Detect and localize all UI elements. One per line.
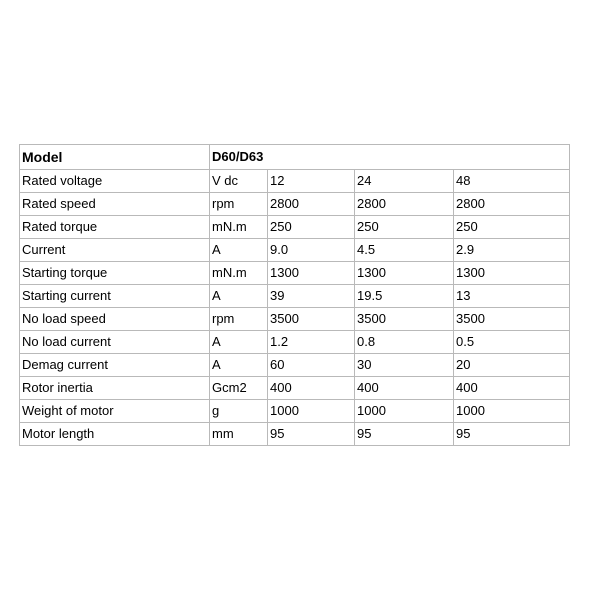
row-unit-cell: A bbox=[210, 331, 268, 354]
row-label-cell: Rated torque bbox=[20, 216, 210, 239]
row-value-cell: 2.9 bbox=[454, 239, 570, 262]
row-label-cell: Starting torque bbox=[20, 262, 210, 285]
table-row bbox=[20, 285, 570, 308]
row-value-cell: 1300 bbox=[355, 262, 454, 285]
row-label-cell: Current bbox=[20, 239, 210, 262]
row-label-cell: No load current bbox=[20, 331, 210, 354]
table-row bbox=[20, 377, 570, 400]
row-value-cell: 12 bbox=[268, 170, 355, 193]
row-unit-cell: A bbox=[210, 285, 268, 308]
table-row bbox=[20, 216, 570, 239]
table-row bbox=[20, 262, 570, 285]
row-label-cell: Rotor inertia bbox=[20, 377, 210, 400]
row-value-cell: 2800 bbox=[454, 193, 570, 216]
row-value-cell: 24 bbox=[355, 170, 454, 193]
row-unit-cell: A bbox=[210, 239, 268, 262]
row-value-cell: 95 bbox=[268, 423, 355, 446]
table-header-row bbox=[20, 145, 570, 170]
model-label-cell: Model bbox=[20, 145, 210, 170]
row-unit-cell: mN.m bbox=[210, 216, 268, 239]
table-row bbox=[20, 354, 570, 377]
row-value-cell: 19.5 bbox=[355, 285, 454, 308]
row-unit-cell: V dc bbox=[210, 170, 268, 193]
row-label-cell: No load speed bbox=[20, 308, 210, 331]
row-unit-cell: mm bbox=[210, 423, 268, 446]
row-value-cell: 400 bbox=[268, 377, 355, 400]
table-row bbox=[20, 308, 570, 331]
row-value-cell: 1.2 bbox=[268, 331, 355, 354]
row-value-cell: 4.5 bbox=[355, 239, 454, 262]
row-value-cell: 1300 bbox=[454, 262, 570, 285]
row-label-cell: Rated voltage bbox=[20, 170, 210, 193]
row-value-cell: 1000 bbox=[268, 400, 355, 423]
row-value-cell: 2800 bbox=[355, 193, 454, 216]
row-value-cell: 3500 bbox=[454, 308, 570, 331]
table-row bbox=[20, 331, 570, 354]
row-value-cell: 250 bbox=[454, 216, 570, 239]
row-value-cell: 250 bbox=[268, 216, 355, 239]
row-value-cell: 3500 bbox=[355, 308, 454, 331]
row-unit-cell: A bbox=[210, 354, 268, 377]
row-value-cell: 400 bbox=[355, 377, 454, 400]
row-value-cell: 13 bbox=[454, 285, 570, 308]
row-value-cell: 0.8 bbox=[355, 331, 454, 354]
row-value-cell: 400 bbox=[454, 377, 570, 400]
row-value-cell: 3500 bbox=[268, 308, 355, 331]
row-value-cell: 9.0 bbox=[268, 239, 355, 262]
row-value-cell: 0.5 bbox=[454, 331, 570, 354]
motor-spec-table bbox=[19, 144, 570, 446]
row-value-cell: 39 bbox=[268, 285, 355, 308]
row-label-cell: Rated speed bbox=[20, 193, 210, 216]
table-row bbox=[20, 423, 570, 446]
row-unit-cell: Gcm2 bbox=[210, 377, 268, 400]
row-label-cell: Starting current bbox=[20, 285, 210, 308]
row-value-cell: 95 bbox=[355, 423, 454, 446]
row-value-cell: 95 bbox=[454, 423, 570, 446]
row-value-cell: 2800 bbox=[268, 193, 355, 216]
row-value-cell: 1000 bbox=[355, 400, 454, 423]
row-unit-cell: mN.m bbox=[210, 262, 268, 285]
table-row bbox=[20, 400, 570, 423]
model-value-cell: D60/D63 bbox=[210, 145, 570, 170]
row-value-cell: 20 bbox=[454, 354, 570, 377]
table-row bbox=[20, 170, 570, 193]
row-unit-cell: g bbox=[210, 400, 268, 423]
row-value-cell: 1300 bbox=[268, 262, 355, 285]
row-unit-cell: rpm bbox=[210, 193, 268, 216]
row-label-cell: Weight of motor bbox=[20, 400, 210, 423]
row-value-cell: 1000 bbox=[454, 400, 570, 423]
row-value-cell: 30 bbox=[355, 354, 454, 377]
row-value-cell: 60 bbox=[268, 354, 355, 377]
table-row bbox=[20, 239, 570, 262]
row-value-cell: 48 bbox=[454, 170, 570, 193]
row-label-cell: Demag current bbox=[20, 354, 210, 377]
table-row bbox=[20, 193, 570, 216]
row-unit-cell: rpm bbox=[210, 308, 268, 331]
row-value-cell: 250 bbox=[355, 216, 454, 239]
row-label-cell: Motor length bbox=[20, 423, 210, 446]
